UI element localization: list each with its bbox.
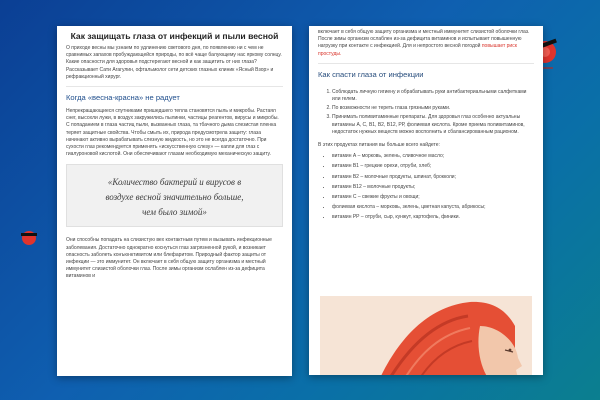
continuation-paragraph (318, 29, 534, 58)
list-item: • витамин С – свежие фрукты и овощи; (332, 194, 534, 201)
list-item: • витамин А – морковь, зелень, сливочное масло; (332, 153, 534, 160)
list-item: 2. По возможности не тереть глаза грязными руками. (332, 105, 534, 112)
section-divider (318, 63, 534, 64)
pull-quote (66, 164, 283, 227)
section-divider (66, 86, 283, 87)
body-paragraph: Непрекращающиеся спутниками пришедшего тепла становятся пыль и микробы. Растаял снег, высохли лужи, в воздух закружились пылинки, частицы реагентов, вирусы и микробы. С попаданием в глаза частиц пыли, вызванных глаза, та тбачного дыма слезистая пленка теряет защитные свойства. Чтобы смыть их, природа предусмотрела защиту: глаза начинают активно вырабатывать слезную жидкость, но это не всегда достаточно. При сухости глаз рекомендуется применять «искусственную слезу» — капли для глаз с гиалуроновой кислотой. Они обеспечивают глазам необходимую механическую защиту. (66, 108, 279, 158)
continuation-text: включает в себя общую защиту организма и местный иммунитет слизистой оболочки глаз. После зимы организм ослаблен из-за дефицита витаминов и испытывает повышенную нагрузку при контакте с инфекцией. Для и непростого весной погодой (318, 29, 530, 50)
vitamins-intro: В этих продуктах питания вы больше всего найдете: (318, 142, 440, 149)
list-item: • витамин В2 – молочные продукты, шпинат, брокколи; (332, 174, 534, 181)
article-title: Как защищать глаза от инфекций и пыли весной (70, 31, 279, 41)
section-heading: Когда «весна-красна» не радует (66, 93, 180, 103)
body-paragraph: Они способны попадать на слизистую вех контактным путем и вызывать инфекционные заболевания. Достаточно однократно коснуться глаз загрязненной рукой, и возникает опасность заболеть конъюнктивитом или блефаритом. Природный фактор защиты от инфекции — это иммунитет. Он включает в себя общую защиту организма и местный иммунитет слизистой оболочки глаз. После зимы организм ослаблен из-за дефицита витаминов и (66, 237, 272, 280)
quote-line: «Количество бактерий и вирусов в (107, 177, 242, 188)
article-page-right (309, 26, 543, 375)
list-item: • витамин В1 – грецкие орехи, отруби, хлеб; (332, 163, 534, 170)
vitamins-list (318, 153, 534, 221)
list-item: 3. Принимать поливитаминные препараты. Для здоровья глаз особенно актуальны витамины А, С, В1, В2, В12, РР, фолиевая кислота. Кроме приема поливитаминов, недостаток нужных веществ можно восполнить и сбалансированным рационом. (332, 114, 534, 136)
list-item: • фолиевая кислота – морковь, зелень, цветная капуста, абрикосы; (332, 204, 534, 211)
virus-badge-icon (21, 224, 37, 252)
list-item: • витамин В12 – молочные продукты; (332, 184, 534, 191)
cold-risk-link[interactable]: повышает риск простуды. (318, 43, 517, 57)
woman-profile-illustration (320, 296, 532, 375)
intro-paragraph: О приходе весны мы узнаем по удлинению светового дня, по появлению ни с чем не сравнимых запахов пробуждающейся природы, по всё чаще балующему нас яркому солнцу. Какие опасности для здоровья подстерегают весной и как защитить от них глаза? Рассказывает Сати Агагулин, офтальмолог сети детских глазных клиник «Ясный Взор» и рефракционный хирург. (66, 45, 282, 80)
list-item: 1. Соблюдать личную гигиену и обрабатывать руки антибактериальными салфетками или гелем. (332, 89, 534, 103)
protection-steps-list (318, 89, 534, 136)
section-heading: Как спасти глаза от инфекции (318, 69, 424, 79)
quote-line: воздухе весной значительно больше, (105, 192, 244, 203)
list-item: • витамин РР – отруби, сыр, кунжут, картофель, финики. (332, 214, 534, 221)
article-page-left (57, 26, 292, 376)
quote-line: чем было зимой» (142, 207, 207, 218)
